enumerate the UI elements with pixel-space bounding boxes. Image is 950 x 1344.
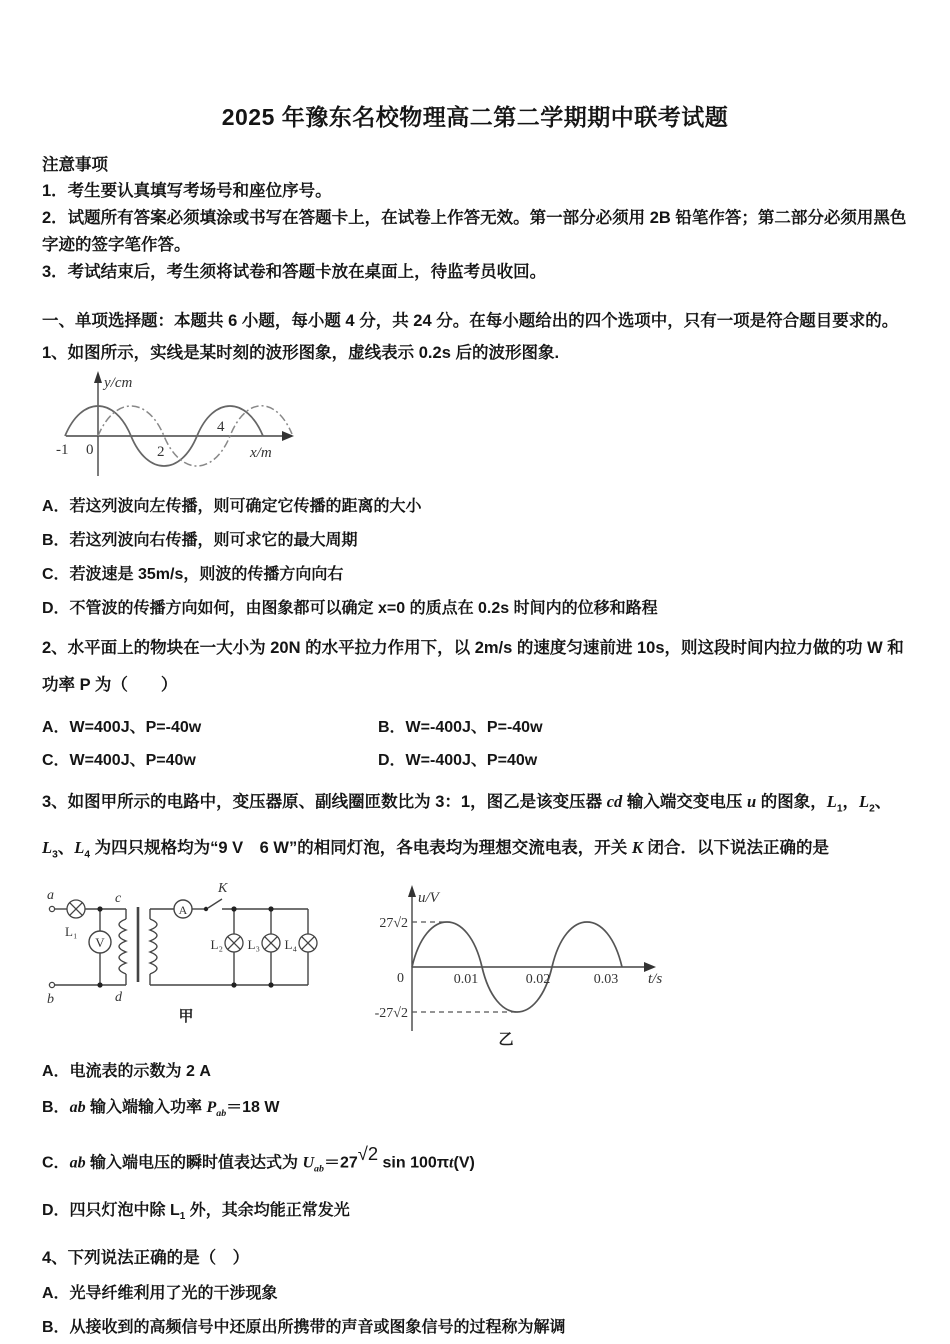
node-d-label: d <box>115 989 122 1005</box>
section-1-heading: 一、单项选择题：本题共 6 小题，每小题 4 分，共 24 分。在每小题给出的四个选项中，只有一项是符合题目要求的。 <box>42 312 899 330</box>
circuit-caption: 甲 <box>178 1007 194 1025</box>
q2-options <box>42 706 908 772</box>
q3-option-b: B．ab 输入端输入功率 $P_{ab}=18$ W <box>42 1098 280 1119</box>
graph-t-label: t/s <box>648 970 663 987</box>
switch-k-label: K <box>218 880 228 896</box>
wave-y-label: y/cm <box>104 375 133 391</box>
switch-blade <box>208 899 222 908</box>
q1-stem: 1、如图所示，实线是某时刻的波形图象，虚线表示 0.2s 后的波形图象. <box>42 344 560 362</box>
terminal-a-label: a <box>47 887 54 903</box>
voltage-time-graph <box>354 879 694 1049</box>
q1-option-a: A．若这列波向左传播，则可确定它传播的距离的大小 <box>42 498 422 515</box>
q2-stem: 2、水平面上的物块在一大小为 20N 的水平拉力作用下，以 2m/s 的速度匀速前进 10s，则这段时间内拉力做的功 W 和功率 P 为（ ） <box>42 639 904 694</box>
q1-option-b: B．若这列波向右传播，则可求它的最大周期 <box>42 532 358 549</box>
q3-stem: 3、如图甲所示的电路中，变压器原、副线圈匝数比为 3：1，图乙是该变压器 cd 输入端交变电压 u 的图象，$L_1$，$L_2$、$L_3$、$L_4$ 为四只规格均为“9 V 6 W”的相同灯泡，各电表均为理想交流电表，开关 K 闭合．以下说法正确的是 <box>42 792 892 861</box>
q2-option-b: B．W=-400J、P=-40w <box>378 719 543 736</box>
q4-options <box>42 1283 908 1339</box>
lamp-l2-icon <box>225 934 243 952</box>
q1-options <box>42 496 908 620</box>
terminal-b-label: b <box>47 991 54 1007</box>
lamp-l4-label: L₄ <box>284 936 297 952</box>
notice-heading: 注意事项 <box>42 156 108 174</box>
voltmeter-label: V <box>95 934 105 950</box>
lamp-l1-icon <box>67 900 85 918</box>
graph-zero-label: 0 <box>397 970 404 986</box>
q4-option-a: A．光导纤维利用了光的干涉现象 <box>42 1284 278 1302</box>
notice-section <box>42 152 908 286</box>
q4-option-b: B．从接收到的高频信号中还原出所携带的声音或图象信号的过程称为解调 <box>42 1318 566 1336</box>
wave-tick-0: 0 <box>86 442 94 458</box>
secondary-coil <box>150 919 157 974</box>
lamp-l1-label: L₁ <box>65 923 78 939</box>
graph-t3-label: 0.03 <box>593 971 619 987</box>
wave-axes <box>66 378 284 476</box>
notice-item-3: 3．考试结束后，考生须将试卷和答题卡放在桌面上，待监考员收回。 <box>42 263 547 281</box>
question-3 <box>42 782 908 1229</box>
graph-caption: 乙 <box>498 1030 514 1048</box>
graph-axes <box>412 893 646 1031</box>
q3-option-a: A．电流表的示数为 2 A <box>42 1062 211 1080</box>
notice-item-2: 2．试题所有答案必须填涂或书写在答题卡上，在试卷上作答无效。第一部分必须用 2B 铅笔作答；第二部分必须用黑色字迹的签字笔作答。 <box>42 209 907 254</box>
lamp-l4-icon <box>299 934 317 952</box>
x-axis-arrow <box>282 431 294 441</box>
q2-option-c: C．W=400J、P=40w <box>42 752 196 769</box>
lamp-l2-label: L₂ <box>210 936 223 952</box>
lamp-l3-icon <box>262 934 280 952</box>
question-2 <box>42 630 908 772</box>
q3-figures <box>38 879 908 1049</box>
graph-t1-label: 0.01 <box>453 971 479 987</box>
q4-stem: 4、下列说法正确的是（ ） <box>42 1248 250 1267</box>
wave-x-label: x/m <box>250 445 272 461</box>
q2-option-a: A．W=400J、P=-40w <box>42 719 202 736</box>
graph-t2-label: 0.02 <box>525 971 551 987</box>
primary-coil <box>119 919 126 974</box>
page-title: 2025 年豫东名校物理高二第二学期期中联考试题 <box>221 104 729 130</box>
transformer-circuit-diagram <box>38 879 348 1027</box>
question-1 <box>42 340 908 620</box>
terminal-b-icon <box>49 982 54 987</box>
q1-option-d: D．不管波的传播方向如何，由图象都可以确定 x=0 的质点在 0.2s 时间内的位移和路程 <box>42 600 658 617</box>
q2-option-d: D．W=-400J、P=40w <box>378 752 538 769</box>
graph-u-label: u/V <box>418 889 439 906</box>
notice-item-1: 1．考生要认真填写考场号和座位序号。 <box>42 182 332 200</box>
graph-neg-amp-label: -27√2 <box>374 1005 408 1021</box>
lamp-l3-label: L₃ <box>247 936 260 952</box>
terminal-a-icon <box>49 906 54 911</box>
wave-tick-4: 4 <box>217 419 225 435</box>
q3-options <box>42 1061 908 1229</box>
node-c-label: c <box>115 890 122 906</box>
u-axis-arrow <box>408 885 416 897</box>
ammeter-label: A <box>178 902 188 917</box>
question-4 <box>42 1245 908 1339</box>
graph-pos-amp-label: 27√2 <box>379 915 408 931</box>
q3-option-d: D．四只灯泡中除 $L_1$ 外，其余均能正常发光 <box>42 1202 350 1223</box>
q3-option-c: C．ab 输入端电压的瞬时值表达式为 $U_{ab}=27^{√2}$ sin 100πt(V) <box>42 1142 475 1175</box>
wave-tick-2: 2 <box>157 444 165 460</box>
wave-diagram <box>46 368 316 484</box>
wave-tick--1: -1 <box>56 442 69 458</box>
y-axis-arrow <box>94 371 102 383</box>
q1-option-c: C．若波速是 35m/s，则波的传播方向向右 <box>42 566 344 583</box>
